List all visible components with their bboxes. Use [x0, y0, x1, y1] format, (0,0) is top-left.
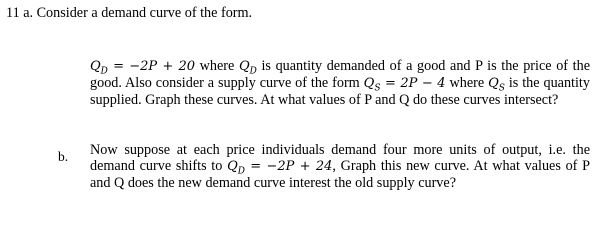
- part-a-paragraph: $Q_D = -2P + 20$ where $Q_D$ is quantity demanded of a good and P is the price of the good. Also consider a supply curve of the form $Q_S = 2P - 4$ where $Q_S$ is the quantity supplied. Graph these curves. At what values of P and Q do these curves intersect?: [90, 58, 590, 108]
- part-b-paragraph: Now suppose at each price individuals demand four more units of output, i.e. the demand curve shifts to $Q_D = -2P + 24$, Graph this new curve. At what values of P and Q does the new demand curve interest the old supply curve?: [90, 142, 590, 191]
- part-b-label: b.: [58, 149, 69, 164]
- qd-symbol: $Q_D$: [238, 59, 257, 77]
- demand-equation: $Q_D = -2P + 20$: [90, 59, 196, 77]
- question-heading: 11 a. Consider a demand curve of the form.: [6, 5, 253, 21]
- qs-symbol: $Q_S$: [488, 76, 505, 94]
- new-demand-equation: $Q_D = -2P + 24$: [227, 159, 333, 177]
- supply-equation: $Q_S = 2P - 4$: [363, 76, 446, 94]
